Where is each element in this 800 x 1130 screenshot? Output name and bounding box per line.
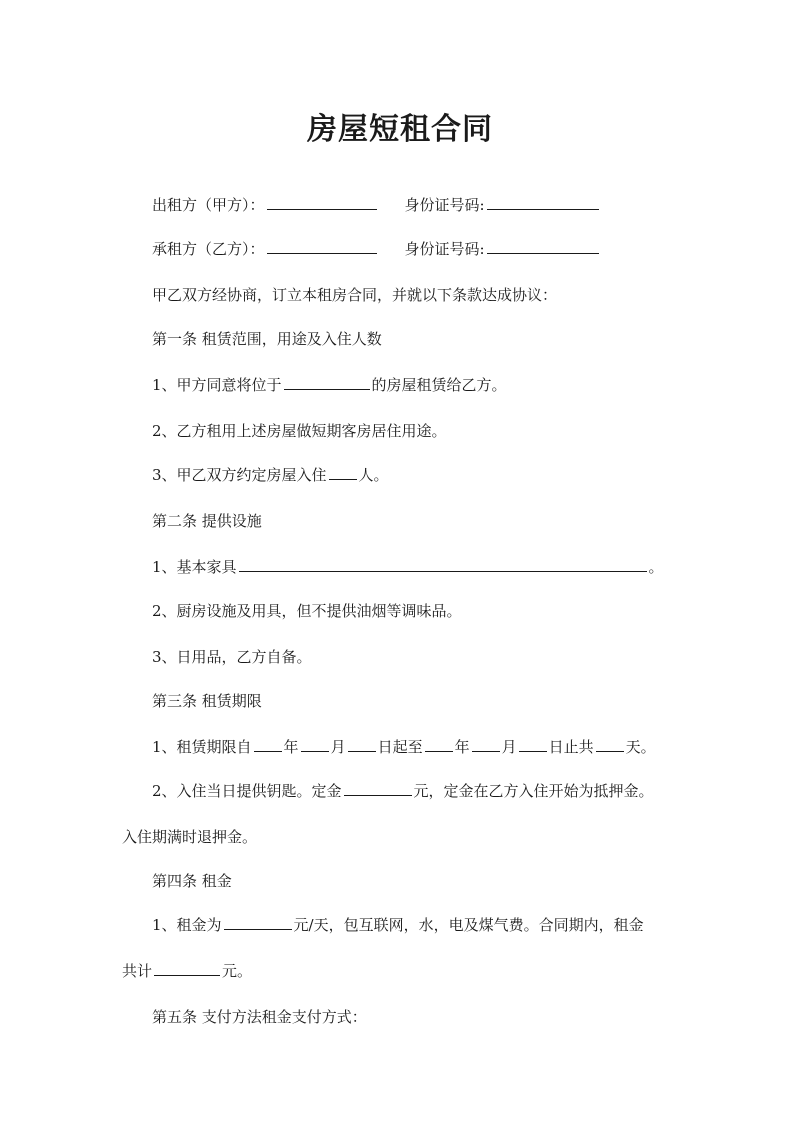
end-year-blank[interactable] <box>425 736 453 752</box>
clause-text: 天。 <box>625 738 656 756</box>
article-4-heading: 第四条 租金 <box>152 872 232 890</box>
furniture-blank[interactable] <box>239 556 647 572</box>
lessee-line <box>152 238 601 260</box>
clause-text: 1、租金为 <box>152 916 222 934</box>
deposit-blank[interactable] <box>344 780 412 796</box>
clause-text: 日止共 <box>548 738 594 756</box>
clause-text: 日起至 <box>377 738 423 756</box>
article-1-clause-2: 2、乙方租用上述房屋做短期客房居住用途。 <box>152 422 447 440</box>
clause-text: 。 <box>648 558 664 576</box>
article-2-clause-3: 3、日用品，乙方自备。 <box>152 648 312 666</box>
total-rent-blank[interactable] <box>154 960 220 976</box>
daily-rent-blank[interactable] <box>224 914 292 930</box>
clause-text: 月 <box>501 738 517 756</box>
start-month-blank[interactable] <box>301 736 329 752</box>
clause-text: 2、入住当日提供钥匙。定金 <box>152 782 342 800</box>
article-1-clause-1 <box>152 374 507 396</box>
lessee-id-blank[interactable] <box>487 238 599 254</box>
article-4-clause-1 <box>152 914 644 936</box>
intro-paragraph: 甲乙双方经协商，订立本租房合同，并就以下条款达成协议： <box>152 286 558 304</box>
clause-text: 1、甲方同意将位于 <box>152 376 282 394</box>
clause-text: 1、租赁期限自 <box>152 738 252 756</box>
document-title: 房屋短租合同 <box>307 112 493 147</box>
clause-text: 元。 <box>222 962 253 980</box>
article-3-clause-2 <box>152 780 654 802</box>
lessor-id-blank[interactable] <box>487 194 599 210</box>
lessor-name-blank[interactable] <box>267 194 377 210</box>
start-day-blank[interactable] <box>348 736 376 752</box>
article-1-heading: 第一条 租赁范围，用途及入住人数 <box>152 330 382 348</box>
article-2-clause-2: 2、厨房设施及用具，但不提供油烟等调味品。 <box>152 602 462 620</box>
clause-text: 年 <box>283 738 299 756</box>
property-address-blank[interactable] <box>284 374 370 390</box>
lessor-line <box>152 194 601 216</box>
lessee-name-blank[interactable] <box>267 238 377 254</box>
article-3-heading: 第三条 租赁期限 <box>152 692 262 710</box>
article-2-clause-1 <box>152 556 664 578</box>
clause-text: 月 <box>330 738 346 756</box>
clause-text: 3、甲乙双方约定房屋入住 <box>152 466 327 484</box>
clause-text: 元/天，包互联网，水，电及煤气费。合同期内，租金 <box>293 916 644 934</box>
clause-text: 人。 <box>358 466 389 484</box>
clause-text: 元，定金在乙方入住开始为抵押金。 <box>413 782 654 800</box>
article-4-clause-1-continued <box>122 960 252 982</box>
lessee-id-label: 身份证号码: <box>404 240 485 258</box>
end-month-blank[interactable] <box>472 736 500 752</box>
article-2-heading: 第二条 提供设施 <box>152 512 262 530</box>
article-1-clause-3 <box>152 464 389 486</box>
lessor-label: 出租方（甲方）： <box>152 196 265 214</box>
start-year-blank[interactable] <box>254 736 282 752</box>
lessee-label: 承租方（乙方）： <box>152 240 265 258</box>
clause-text: 1、基本家具 <box>152 558 237 576</box>
article-3-clause-1 <box>152 736 656 758</box>
article-5-heading: 第五条 支付方法租金支付方式： <box>152 1008 367 1026</box>
clause-text: 年 <box>454 738 470 756</box>
article-3-clause-2-continued: 入住期满时退押金。 <box>122 828 258 846</box>
total-days-blank[interactable] <box>596 736 624 752</box>
occupants-blank[interactable] <box>329 464 357 480</box>
clause-text: 共计 <box>122 962 153 980</box>
lessor-id-label: 身份证号码: <box>404 196 485 214</box>
end-day-blank[interactable] <box>519 736 547 752</box>
clause-text: 的房屋租赁给乙方。 <box>371 376 507 394</box>
